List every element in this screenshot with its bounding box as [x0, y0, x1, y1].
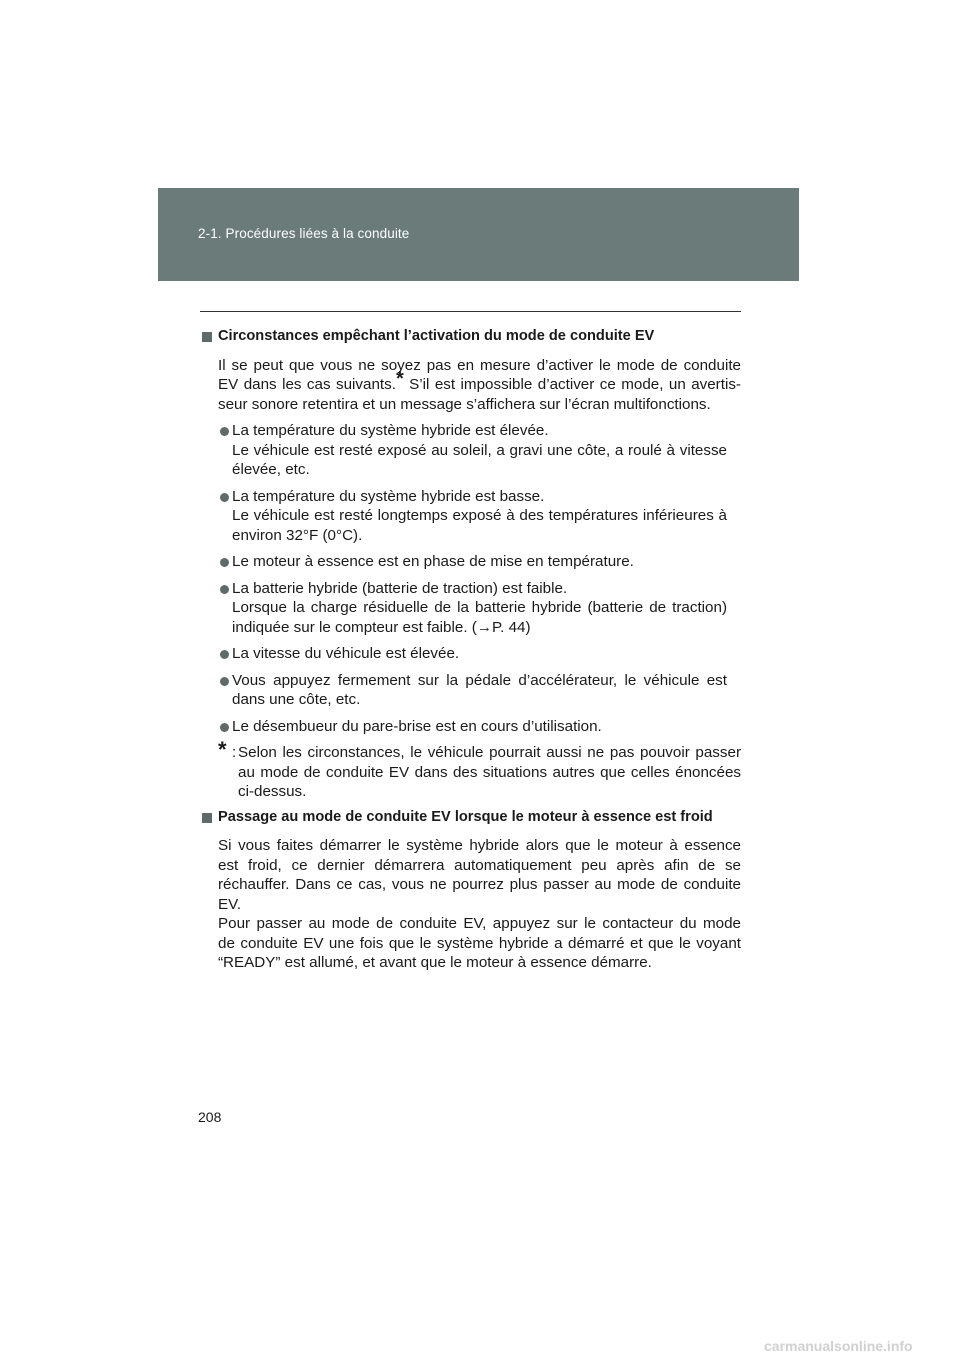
item-title: Vous appuyez fermement sur la pédale d’accélérateur, le véhicule est — [232, 671, 727, 689]
list-item — [200, 644, 741, 664]
item-title: La batterie hybride (batterie de traction) est faible. — [232, 579, 568, 597]
footnote-line: au mode de conduite EV dans des situations autres que celles énoncées — [238, 763, 741, 781]
square-bullet-icon — [202, 332, 212, 342]
list-item — [200, 552, 741, 572]
footnote-colon: : — [232, 744, 237, 761]
footnote-line: Selon les circonstances, le véhicule pourrait aussi ne pas pouvoir passer — [238, 744, 741, 761]
condition-list — [200, 421, 741, 736]
divider — [200, 311, 741, 312]
list-item — [200, 421, 741, 480]
bullet-dot-icon — [220, 677, 229, 686]
text-line: réchauffer. Dans ce cas, vous ne pourrez plus passer au mode de conduite — [218, 876, 741, 893]
item-title: La température du système hybride est élevée. — [232, 422, 549, 439]
footnote-mark: * — [218, 737, 227, 762]
item-detail: Le véhicule est resté exposé au soleil, a gravi une côte, a roulé à vitesse — [232, 441, 727, 459]
item-detail: Le véhicule est resté longtemps exposé à des températures inférieures à — [232, 507, 727, 524]
text-line: de conduite EV une fois que le système hybride a démarré et que le voyant — [218, 934, 741, 952]
item-title: Le moteur à essence est en phase de mise en température. — [232, 553, 634, 570]
list-item — [200, 579, 741, 638]
text-line: Si vous faites démarrer le système hybride alors que le moteur à essence — [218, 837, 741, 854]
bullet-dot-icon — [220, 650, 229, 659]
footnote-line: ci-dessus. — [238, 783, 307, 800]
item-title: Le désembueur du pare-brise est en cours d’utilisation. — [232, 717, 602, 735]
item-title: La vitesse du véhicule est élevée. — [232, 645, 460, 662]
item-detail: environ 32°F (0°C). — [232, 526, 363, 544]
item-detail: dans une côte, etc. — [232, 691, 361, 708]
square-bullet-icon — [202, 813, 212, 823]
item-detail: élevée, etc. — [232, 461, 310, 478]
bullet-dot-icon — [220, 585, 229, 594]
list-item — [200, 671, 741, 710]
text-line: Pour passer au mode de conduite EV, appuyez sur le contacteur du mode — [218, 915, 741, 932]
item-title: La température du système hybride est basse. — [232, 487, 545, 505]
heading-text: Circonstances empêchant l’activation du mode de conduite EV — [218, 328, 655, 344]
text-span: EV dans les cas suivants. — [218, 376, 396, 393]
heading-text: Passage au mode de conduite EV lorsque le moteur à essence est froid — [218, 808, 713, 825]
text-line: “READY” est allumé, et avant que le moteur à essence démarre. — [218, 954, 652, 971]
section-heading-ev-conditions — [200, 327, 741, 347]
page-content — [200, 327, 741, 980]
watermark-logo — [762, 1334, 960, 1358]
bullet-dot-icon — [220, 558, 229, 567]
bullet-dot-icon — [220, 493, 229, 502]
list-item — [200, 717, 741, 737]
text-line: EV. — [218, 895, 242, 913]
text-line: Il se peut que vous ne soyez pas en mesure d’activer le mode de conduite — [218, 356, 741, 374]
item-detail: Lorsque la charge résiduelle de la batterie hybride (batterie de traction) — [232, 599, 727, 616]
watermark-text: carmanualsonline.info — [764, 1338, 913, 1354]
section-heading-cold-engine — [200, 808, 741, 828]
cold-engine-paragraph — [200, 836, 741, 973]
page-number: 208 — [198, 1109, 222, 1125]
text-line: seur sonore retentira et un message s’affichera sur l’écran multifonctions. — [218, 395, 711, 413]
text-line: est froid, ce dernier démarrera automatiquement peu après afin de se — [218, 856, 741, 874]
text-span: S’il est impossible d’activer ce mode, un avertis- — [403, 376, 741, 393]
item-detail: indiquée sur le compteur est faible. (→P. 44) — [232, 618, 531, 636]
section-title: 2-1. Procédures liées à la conduite — [198, 226, 410, 241]
list-item — [200, 487, 741, 546]
footnote — [200, 737, 741, 802]
bullet-dot-icon — [220, 723, 229, 732]
intro-paragraph — [200, 356, 741, 415]
text-line — [218, 367, 741, 395]
footnote-ref: * — [395, 367, 404, 390]
bullet-dot-icon — [220, 427, 229, 436]
